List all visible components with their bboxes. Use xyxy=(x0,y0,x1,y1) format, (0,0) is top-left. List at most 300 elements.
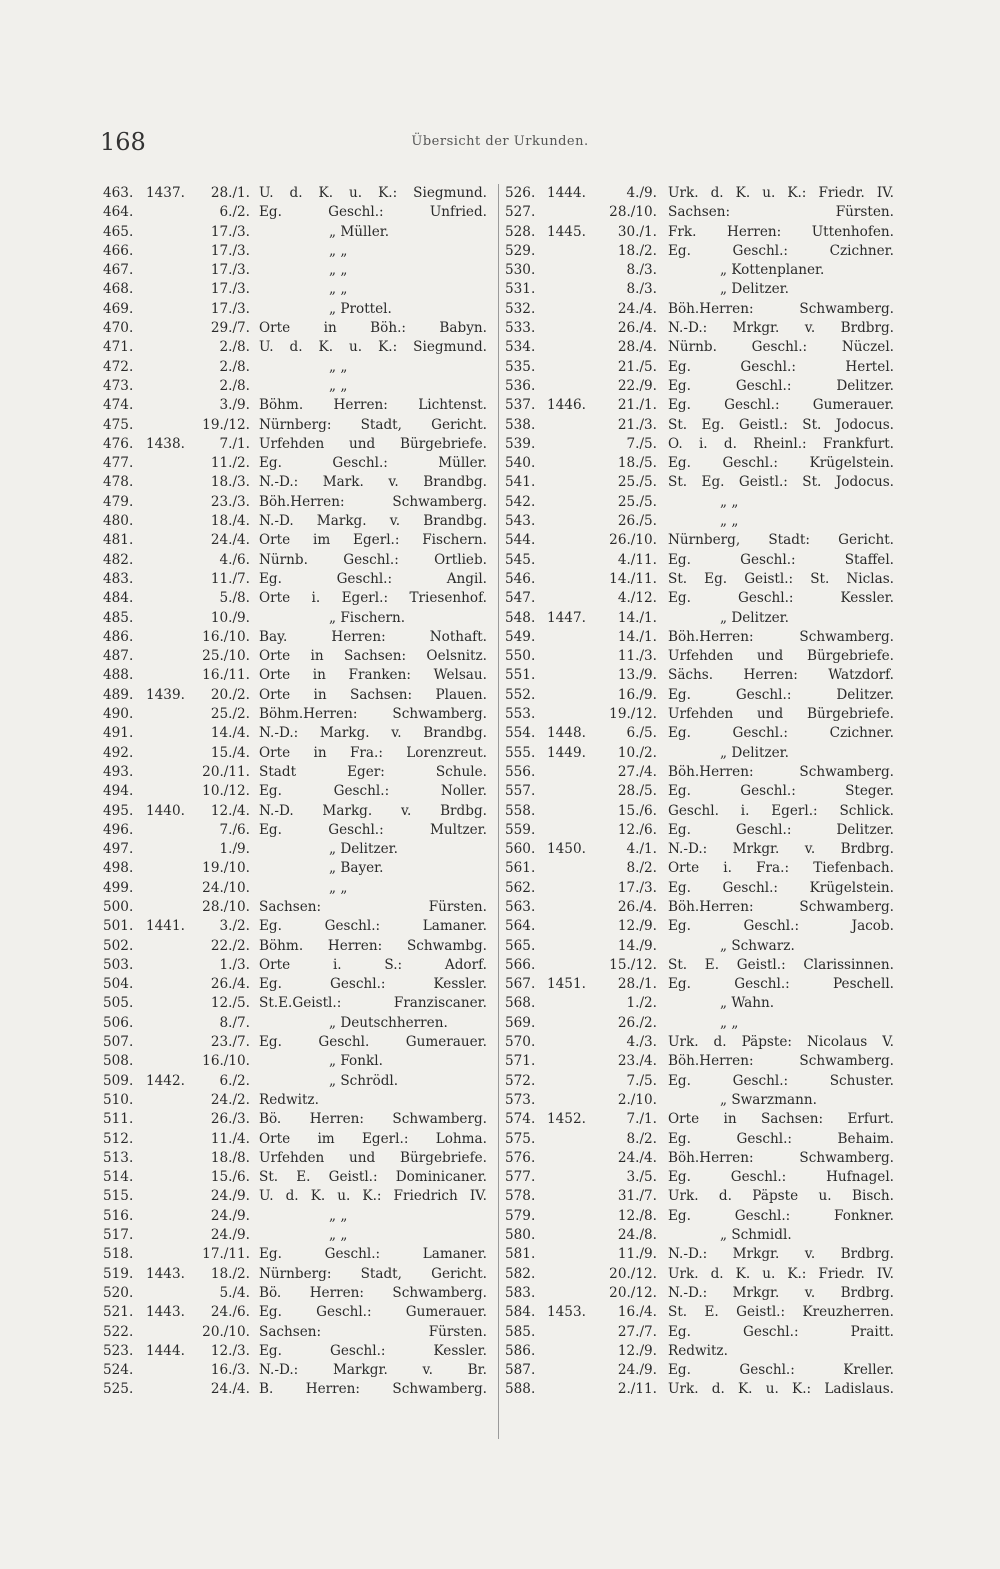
table-row xyxy=(503,724,903,743)
entry-year: 1450. xyxy=(547,841,586,858)
entry-text: „ „ xyxy=(329,358,348,375)
entry-date: 26./4. xyxy=(617,320,657,337)
entry-year: 1449. xyxy=(547,744,586,761)
entry-text: „ Schwarz. xyxy=(720,937,795,954)
entry-text: Eg. Geschl.: Lamaner. xyxy=(259,918,487,935)
entry-number: 518. xyxy=(103,1246,134,1263)
entry-text: Eg. Geschl.: Schuster. xyxy=(668,1072,894,1089)
entry-number: 584. xyxy=(505,1304,536,1321)
table-row xyxy=(503,705,903,724)
entry-text: „ Fischern. xyxy=(329,609,406,626)
entry-text: Nürnb. Geschl.: Nüczel. xyxy=(668,339,894,356)
entry-text: Eg. Geschl.: Kessler. xyxy=(668,590,894,607)
entry-year: 1444. xyxy=(547,185,586,201)
entry-text: Böh.Herren: Schwamberg. xyxy=(668,300,894,317)
table-row xyxy=(503,937,903,956)
entry-number: 520. xyxy=(103,1284,134,1301)
entry-date: 1./2. xyxy=(626,995,657,1012)
entry-number: 480. xyxy=(103,513,134,530)
entry-text: „ „ xyxy=(329,242,348,259)
entry-number: 583. xyxy=(505,1284,536,1301)
entry-number: 578. xyxy=(505,1188,536,1205)
entry-date: 2./8. xyxy=(219,339,250,356)
entry-text: „ Wahn. xyxy=(720,995,775,1012)
entry-text: Eg. Geschl.: Hufnagel. xyxy=(668,1169,894,1186)
entry-number: 564. xyxy=(505,918,536,935)
table-row xyxy=(503,1207,903,1226)
entry-date: 8./2. xyxy=(626,1130,657,1147)
table-row xyxy=(503,1072,903,1091)
table-row xyxy=(503,1168,903,1187)
table-row xyxy=(100,666,494,685)
entry-text: Eg. Geschl.: Delitzer. xyxy=(668,686,894,703)
entry-date: 20./10. xyxy=(202,1323,250,1340)
entry-text: St. E. Geistl.: Kreuzherren. xyxy=(668,1304,894,1321)
table-row xyxy=(503,1052,903,1071)
entry-date: 27./4. xyxy=(617,763,657,780)
table-row xyxy=(503,975,903,994)
entry-date: 24./6. xyxy=(210,1304,250,1321)
entry-number: 485. xyxy=(103,609,134,626)
entry-text: Böhm. Herren: Lichtenst. xyxy=(259,397,487,414)
table-row xyxy=(503,821,903,840)
entry-date: 16./11. xyxy=(202,667,250,684)
entry-date: 5./4. xyxy=(219,1284,250,1301)
entry-number: 521. xyxy=(103,1304,134,1321)
entry-date: 20./12. xyxy=(609,1265,657,1282)
entry-number: 559. xyxy=(505,821,536,838)
entry-number: 562. xyxy=(505,879,536,896)
table-row xyxy=(100,280,494,299)
table-row xyxy=(100,1226,494,1245)
table-row xyxy=(503,551,903,570)
entry-number: 541. xyxy=(505,474,536,491)
entry-date: 17./3. xyxy=(617,879,657,896)
entry-number: 530. xyxy=(505,262,536,279)
entry-date: 3./2. xyxy=(219,918,250,935)
entry-number: 491. xyxy=(103,725,134,742)
table-row xyxy=(100,840,494,859)
entry-date: 24./4. xyxy=(210,532,250,549)
entry-number: 580. xyxy=(505,1227,536,1244)
entry-text: Eg. Geschl.: Unfried. xyxy=(259,204,487,221)
left-column xyxy=(100,184,494,1400)
entry-number: 533. xyxy=(505,320,536,337)
entry-text: Redwitz. xyxy=(259,1091,319,1108)
entry-date: 17./3. xyxy=(210,242,250,259)
entry-number: 505. xyxy=(103,995,134,1012)
entry-text: Bö. Herren: Schwamberg. xyxy=(259,1284,487,1301)
table-row xyxy=(503,994,903,1013)
table-row xyxy=(100,531,494,550)
entry-text: „ Müller. xyxy=(329,223,390,240)
entry-text: Geschl. i. Egerl.: Schlick. xyxy=(668,802,894,819)
table-row xyxy=(503,203,903,222)
table-row xyxy=(503,1033,903,1052)
table-row xyxy=(100,821,494,840)
entry-text: Eg. Geschl.: Steger. xyxy=(668,783,894,800)
entry-text: „ „ xyxy=(720,493,739,510)
table-row xyxy=(100,338,494,357)
entry-number: 551. xyxy=(505,667,536,684)
running-head: Übersicht der Urkunden. xyxy=(411,134,589,149)
entry-text: Eg. Geschl. Gumerauer. xyxy=(259,1034,487,1051)
table-row xyxy=(100,705,494,724)
table-row xyxy=(100,300,494,319)
entry-text: „ Prottel. xyxy=(329,300,392,317)
entry-text: Orte in Sachsen: Erfurt. xyxy=(668,1111,894,1128)
table-row xyxy=(503,802,903,821)
entry-text: „ „ xyxy=(329,1207,348,1224)
entry-year: 1453. xyxy=(547,1304,586,1321)
entry-text: Sachsen: Fürsten. xyxy=(668,204,894,221)
entry-text: Urk. d. Päpste u. Bisch. xyxy=(668,1188,894,1205)
entry-number: 539. xyxy=(505,435,536,452)
table-row xyxy=(503,1110,903,1129)
entry-text: Urk. d. K. u. K.: Friedr. IV. xyxy=(668,1265,894,1282)
entry-date: 16./10. xyxy=(202,628,250,645)
entry-text: Böh.Herren: Schwamberg. xyxy=(668,898,894,915)
table-row xyxy=(100,782,494,801)
entry-year: 1440. xyxy=(146,802,185,819)
entry-text: Böh.Herren: Schwamberg. xyxy=(668,1053,894,1070)
entry-year: 1446. xyxy=(547,397,586,414)
entry-text: Eg. Geschl.: Kessler. xyxy=(259,1342,487,1359)
entry-date: 28./10. xyxy=(609,204,657,221)
entry-text: Urk. d. Päpste: Nicolaus V. xyxy=(668,1034,894,1051)
entry-date: 16./10. xyxy=(202,1053,250,1070)
entry-text: Sächs. Herren: Watzdorf. xyxy=(668,667,894,684)
entry-text: Nürnberg: Stadt, Gericht. xyxy=(259,1265,487,1282)
entry-number: 470. xyxy=(103,320,134,337)
entry-year: 1447. xyxy=(547,609,586,626)
entry-date: 26./3. xyxy=(210,1111,250,1128)
table-row xyxy=(503,280,903,299)
entry-date: 14./1. xyxy=(617,609,657,626)
table-row xyxy=(100,223,494,242)
table-row xyxy=(503,589,903,608)
entry-date: 17./11. xyxy=(202,1246,250,1263)
table-row xyxy=(503,647,903,666)
table-row xyxy=(503,1014,903,1033)
entry-year: 1443. xyxy=(146,1304,185,1321)
table-row xyxy=(100,319,494,338)
entry-number: 473. xyxy=(103,377,134,394)
entry-date: 4./6. xyxy=(219,551,250,568)
entry-date: 8./2. xyxy=(626,860,657,877)
table-row xyxy=(100,1149,494,1168)
entry-number: 569. xyxy=(505,1014,536,1031)
entry-number: 567. xyxy=(505,976,536,993)
entry-number: 531. xyxy=(505,281,536,298)
entry-text: Orte i. Egerl.: Triesenhof. xyxy=(259,590,487,607)
entry-date: 25./5. xyxy=(617,474,657,491)
table-row xyxy=(503,1187,903,1206)
entry-text: Orte in Franken: Welsau. xyxy=(259,667,487,684)
entry-text: O. i. d. Rheinl.: Frankfurt. xyxy=(668,435,894,452)
entry-number: 497. xyxy=(103,841,134,858)
entry-text: Eg. Geschl.: Angil. xyxy=(259,570,487,587)
entry-number: 552. xyxy=(505,686,536,703)
entry-number: 575. xyxy=(505,1130,536,1147)
entry-date: 28./1. xyxy=(617,976,657,993)
entry-number: 515. xyxy=(103,1188,134,1205)
entry-text: Sachsen: Fürsten. xyxy=(259,898,487,915)
entry-date: 21./3. xyxy=(617,416,657,433)
table-row xyxy=(100,184,494,203)
table-row xyxy=(503,628,903,647)
entry-date: 26./10. xyxy=(609,532,657,549)
entry-number: 574. xyxy=(505,1111,536,1128)
entry-date: 3./5. xyxy=(626,1169,657,1186)
entry-date: 28./1. xyxy=(210,185,250,201)
table-row xyxy=(503,396,903,415)
entry-text: N.-D. Markg. v. Brdbg. xyxy=(259,802,487,819)
entry-text: St. Eg. Geistl.: St. Niclas. xyxy=(668,570,894,587)
entry-date: 26./2. xyxy=(617,1014,657,1031)
table-row xyxy=(100,1323,494,1342)
table-row xyxy=(503,1130,903,1149)
entry-number: 548. xyxy=(505,609,536,626)
entry-text: Orte im Egerl.: Lohma. xyxy=(259,1130,487,1147)
entry-year: 1438. xyxy=(146,435,185,452)
entry-date: 7./1. xyxy=(626,1111,657,1128)
entry-date: 24./10. xyxy=(202,879,250,896)
entry-date: 22./2. xyxy=(210,937,250,954)
entry-text: „ Delitzer. xyxy=(329,841,398,858)
entry-text: „ Schmidl. xyxy=(720,1227,792,1244)
entry-date: 24./4. xyxy=(617,1149,657,1166)
entry-number: 555. xyxy=(505,744,536,761)
entry-date: 30./1. xyxy=(617,223,657,240)
table-row xyxy=(503,1342,903,1361)
entry-date: 15./12. xyxy=(609,956,657,973)
entry-text: „ „ xyxy=(329,879,348,896)
entry-date: 21./5. xyxy=(617,358,657,375)
entry-date: 12./4. xyxy=(210,802,250,819)
table-row xyxy=(503,570,903,589)
entry-text: St. E. Geistl.: Clarissinnen. xyxy=(668,956,894,973)
table-row xyxy=(503,1361,903,1380)
entry-text: „ „ xyxy=(329,377,348,394)
entry-number: 588. xyxy=(505,1381,536,1398)
entry-text: „ „ xyxy=(329,281,348,298)
entry-text: Stadt Eger: Schule. xyxy=(259,763,487,780)
entry-number: 487. xyxy=(103,648,134,665)
entry-date: 14./1. xyxy=(617,628,657,645)
entry-date: 24./9. xyxy=(210,1188,250,1205)
entry-date: 14./9. xyxy=(617,937,657,954)
entry-date: 4./12. xyxy=(617,590,657,607)
entry-number: 509. xyxy=(103,1072,134,1089)
table-row xyxy=(100,1014,494,1033)
table-row xyxy=(503,763,903,782)
entry-number: 545. xyxy=(505,551,536,568)
entry-number: 471. xyxy=(103,339,134,356)
table-row xyxy=(503,473,903,492)
entry-date: 23./3. xyxy=(210,493,250,510)
table-row xyxy=(503,184,903,203)
entry-text: Orte i. S.: Adorf. xyxy=(259,956,487,973)
entry-date: 17./3. xyxy=(210,223,250,240)
table-row xyxy=(100,647,494,666)
table-row xyxy=(503,512,903,531)
entry-number: 547. xyxy=(505,590,536,607)
entry-text: Eg. Geschl.: Multzer. xyxy=(259,821,487,838)
table-row xyxy=(100,859,494,878)
entry-number: 513. xyxy=(103,1149,134,1166)
entry-number: 561. xyxy=(505,860,536,877)
table-row xyxy=(100,589,494,608)
entry-number: 494. xyxy=(103,783,134,800)
entry-date: 27./7. xyxy=(617,1323,657,1340)
entry-date: 2./10. xyxy=(617,1091,657,1108)
entry-text: „ Delitzer. xyxy=(720,281,789,298)
entry-number: 585. xyxy=(505,1323,536,1340)
entry-text: „ Fonkl. xyxy=(329,1053,383,1070)
entry-number: 475. xyxy=(103,416,134,433)
entry-text: Redwitz. xyxy=(668,1342,728,1359)
entry-date: 24./9. xyxy=(210,1227,250,1244)
entry-date: 26./5. xyxy=(617,513,657,530)
entry-text: „ Delitzer. xyxy=(720,609,789,626)
entry-date: 24./4. xyxy=(210,1381,250,1398)
entry-number: 493. xyxy=(103,763,134,780)
entry-text: Nürnberg: Stadt, Gericht. xyxy=(259,416,487,433)
entry-date: 7./5. xyxy=(626,1072,657,1089)
table-row xyxy=(100,1033,494,1052)
entry-text: N.-D.: Mark. v. Brandbg. xyxy=(259,474,487,491)
entry-date: 25./2. xyxy=(210,706,250,723)
entry-text: „ Schrödl. xyxy=(329,1072,399,1089)
entry-date: 6./2. xyxy=(219,1072,250,1089)
table-row xyxy=(503,666,903,685)
entry-year: 1452. xyxy=(547,1111,586,1128)
entry-text: „ „ xyxy=(720,513,739,530)
table-row xyxy=(503,609,903,628)
entry-text: Böhm.Herren: Schwamberg. xyxy=(259,706,487,723)
entry-text: Böh.Herren: Schwamberg. xyxy=(668,628,894,645)
entry-text: Eg. Geschl.: Fonkner. xyxy=(668,1207,894,1224)
entry-date: 26./4. xyxy=(210,976,250,993)
entry-date: 18./8. xyxy=(210,1149,250,1166)
entry-number: 535. xyxy=(505,358,536,375)
entry-date: 15./6. xyxy=(210,1169,250,1186)
entry-number: 466. xyxy=(103,242,134,259)
entry-date: 28./5. xyxy=(617,783,657,800)
entry-text: Eg. Geschl.: Kessler. xyxy=(259,976,487,993)
entry-year: 1443. xyxy=(146,1265,185,1282)
entry-text: Böh.Herren: Schwamberg. xyxy=(259,493,487,510)
entry-number: 496. xyxy=(103,821,134,838)
entry-number: 571. xyxy=(505,1053,536,1070)
entry-number: 500. xyxy=(103,898,134,915)
table-row xyxy=(503,686,903,705)
table-row xyxy=(100,1091,494,1110)
table-row xyxy=(100,763,494,782)
entry-number: 563. xyxy=(505,898,536,915)
entry-number: 524. xyxy=(103,1362,134,1379)
table-row xyxy=(503,300,903,319)
entry-date: 7./1. xyxy=(219,435,250,452)
entry-text: „ „ xyxy=(329,262,348,279)
table-row xyxy=(503,1284,903,1303)
entry-text: N.-D.: Markg. v. Brandbg. xyxy=(259,725,487,742)
table-row xyxy=(503,1245,903,1264)
entry-text: „ Delitzer. xyxy=(720,744,789,761)
entry-date: 12./9. xyxy=(617,1342,657,1359)
entry-date: 2./11. xyxy=(617,1381,657,1398)
entry-text: Eg. Geschl.: Delitzer. xyxy=(668,821,894,838)
entry-text: Orte in Sachsen: Plauen. xyxy=(259,686,487,703)
entry-number: 484. xyxy=(103,590,134,607)
table-row xyxy=(100,473,494,492)
table-row xyxy=(100,879,494,898)
entry-text: Nürnb. Geschl.: Ortlieb. xyxy=(259,551,487,568)
entry-number: 517. xyxy=(103,1227,134,1244)
table-row xyxy=(503,1380,903,1399)
right-column xyxy=(498,184,903,1439)
table-row xyxy=(503,879,903,898)
entry-date: 10./9. xyxy=(210,609,250,626)
entry-text: Orte im Egerl.: Fischern. xyxy=(259,532,487,549)
entry-date: 11./7. xyxy=(210,570,250,587)
entry-date: 17./3. xyxy=(210,281,250,298)
table-row xyxy=(100,628,494,647)
entry-number: 522. xyxy=(103,1323,134,1340)
entry-date: 29./7. xyxy=(210,320,250,337)
entry-text: Frk. Herren: Uttenhofen. xyxy=(668,223,894,240)
entry-number: 572. xyxy=(505,1072,536,1089)
entry-number: 527. xyxy=(505,204,536,221)
entry-number: 587. xyxy=(505,1362,536,1379)
entry-text: Eg. Geschl.: Lamaner. xyxy=(259,1246,487,1263)
table-row xyxy=(100,1245,494,1264)
entry-date: 18./5. xyxy=(617,455,657,472)
table-row xyxy=(100,937,494,956)
entry-date: 31./7. xyxy=(617,1188,657,1205)
table-row xyxy=(503,1091,903,1110)
entry-date: 19./12. xyxy=(609,706,657,723)
entry-date: 2./8. xyxy=(219,377,250,394)
entry-number: 582. xyxy=(505,1265,536,1282)
entry-number: 558. xyxy=(505,802,536,819)
entry-number: 508. xyxy=(103,1053,134,1070)
entry-text: Eg. Geschl.: Jacob. xyxy=(668,918,894,935)
entry-date: 16./9. xyxy=(617,686,657,703)
entry-text: „ Swarzmann. xyxy=(720,1091,817,1108)
entry-text: Eg. Geschl.: Hertel. xyxy=(668,358,894,375)
entry-date: 4./1. xyxy=(626,841,657,858)
entry-date: 8./3. xyxy=(626,262,657,279)
table-row xyxy=(100,1207,494,1226)
entry-date: 28./4. xyxy=(617,339,657,356)
entry-date: 23./4. xyxy=(617,1053,657,1070)
entry-text: St. Eg. Geistl.: St. Jodocus. xyxy=(668,416,894,433)
entry-year: 1439. xyxy=(146,686,185,703)
entry-date: 1./9. xyxy=(219,841,250,858)
table-row xyxy=(100,917,494,936)
entry-text: „ „ xyxy=(720,1014,739,1031)
entry-date: 4./9. xyxy=(626,185,657,201)
table-row xyxy=(503,840,903,859)
entry-date: 2./8. xyxy=(219,358,250,375)
entry-number: 512. xyxy=(103,1130,134,1147)
table-row xyxy=(100,1342,494,1361)
entry-text: Eg. Geschl.: Czichner. xyxy=(668,725,894,742)
entry-number: 486. xyxy=(103,628,134,645)
entry-date: 16./3. xyxy=(210,1362,250,1379)
